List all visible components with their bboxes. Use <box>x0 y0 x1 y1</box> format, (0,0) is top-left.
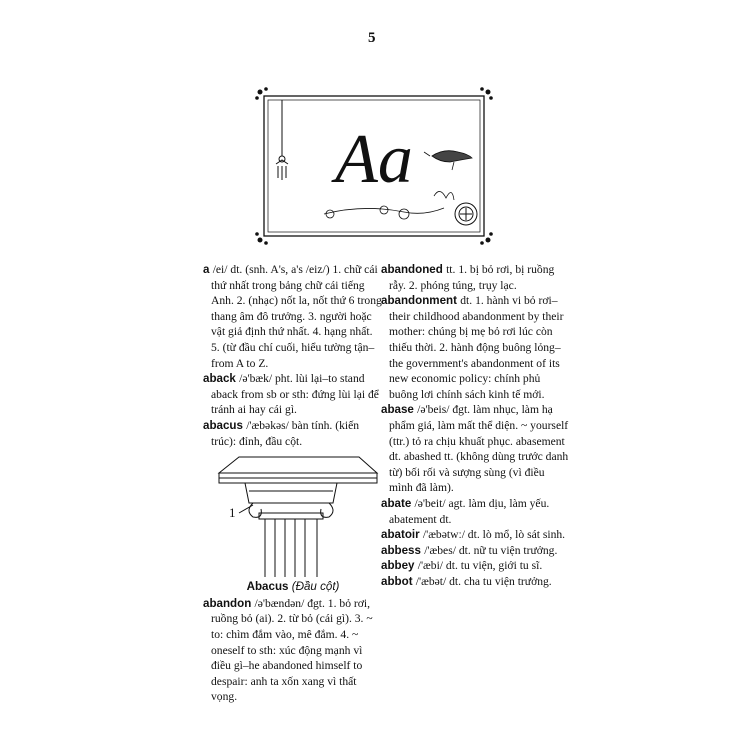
ornamental-frame <box>254 86 494 246</box>
figure-caption <box>203 579 383 595</box>
definition: /'æbi/ dt. tu viện, giới tu sĩ. <box>417 559 543 573</box>
definition: /'æbes/ dt. nữ tu viện trưởng. <box>424 543 558 557</box>
entry-abbot <box>381 574 569 590</box>
bird-icon <box>424 151 472 170</box>
chapter-header-frame <box>254 86 494 246</box>
headword: abase <box>381 403 414 417</box>
headword: a <box>203 263 210 276</box>
headword: abandon <box>203 596 252 610</box>
figure-callout: 1 <box>229 505 236 521</box>
entry-abbess <box>381 543 569 559</box>
entry-abase <box>381 402 569 496</box>
page-number: 5 <box>368 30 376 46</box>
headword: abacus <box>203 418 243 432</box>
left-column <box>203 262 383 705</box>
entry-abandoned <box>381 262 569 293</box>
entry-abacus <box>203 418 383 449</box>
definition: /ə'beit/ agt. làm dịu, làm yếu. abatement dt. <box>389 496 550 526</box>
headword: abate <box>381 496 412 510</box>
entry-aback <box>203 371 383 418</box>
headword: abandoned <box>381 263 443 276</box>
hanging-tassel-icon <box>276 100 288 180</box>
entry-a <box>203 262 383 371</box>
caption-note: (Đầu cột) <box>291 580 340 594</box>
headword: abbey <box>381 559 415 573</box>
headword: abbess <box>381 543 421 557</box>
headword: abbot <box>381 574 413 588</box>
definition: /'æbət/ dt. cha tu viện trưởng. <box>415 574 552 588</box>
entry-abandonment <box>381 293 569 402</box>
headword: abandonment <box>381 294 458 308</box>
definition: /ə'bændən/ đgt. 1. bỏ rơi, ruồng bỏ (ai). 2. từ bỏ (cái gì). 3. ~ to: chìm đắm vào, mê đắm. 4. ~ oneself to sth: xúc động mạnh vì điều gì–he abandoned himself to despair: anh ta xốn xang vì thất vọng. <box>211 596 373 704</box>
headword: abatoir <box>381 528 420 542</box>
definition: /ə'bæk/ pht. lùi lại–to stand aback from sb or sth: đứng lùi lại để tránh ai hay cái gì. <box>211 372 379 417</box>
chapter-letters: Aa <box>335 121 413 198</box>
definition: /'æbəkəs/ bàn tính. (kiến trúc): đỉnh, đầu cột. <box>211 418 360 448</box>
entry-abatoir <box>381 527 569 543</box>
definition: dt. 1. hành vi bỏ rơi–their childhood abandonment by their mother: chúng bị mẹ bỏ rơi lúc còn thiếu thời. 2. hành động buông lỏng–the government's abandonment of its new economic policy: chính phủ buông lơi chính sách kinh tế mới. <box>389 294 564 401</box>
caption-word: Abacus <box>246 580 289 594</box>
entry-abandon <box>203 596 383 705</box>
headword: aback <box>203 372 236 386</box>
definition: /ə'beis/ đgt. làm nhục, làm hạ phẩm giá, làm mất thể diện. ~ yourself (ttr.) tỏ ra chịu khuất phục. abasement dt. abashed tt. (không dùng trước danh từ) bối rối và sượng sùng (vì điều mình đã làm). <box>389 403 569 495</box>
column-capital-icon <box>209 451 379 579</box>
abacus-illustration <box>209 451 379 579</box>
entry-abbey <box>381 558 569 574</box>
entry-abate <box>381 496 569 527</box>
seal-emblem-icon <box>455 203 477 225</box>
definition: tt. 1. bị bỏ rơi, bị ruồng rẫy. 2. phóng túng, trụy lạc. <box>389 263 555 292</box>
definition: /'æbətwː/ dt. lò mổ, lò sát sinh. <box>422 528 566 542</box>
definition: /ei/ dt. (snh. A's, a's /eiz/) 1. chữ cái thứ nhất trong bảng chữ cái tiếng Anh. 2. (nhạc) nốt la, nốt thứ 6 trong thang âm đô trưởng. 3. người hoặc vật giả định thứ nhất. 4. hạng nhất. 5. (từ đầu chí cuối, hiểu tường tận–from A to Z. <box>211 263 382 370</box>
right-column <box>381 262 569 589</box>
